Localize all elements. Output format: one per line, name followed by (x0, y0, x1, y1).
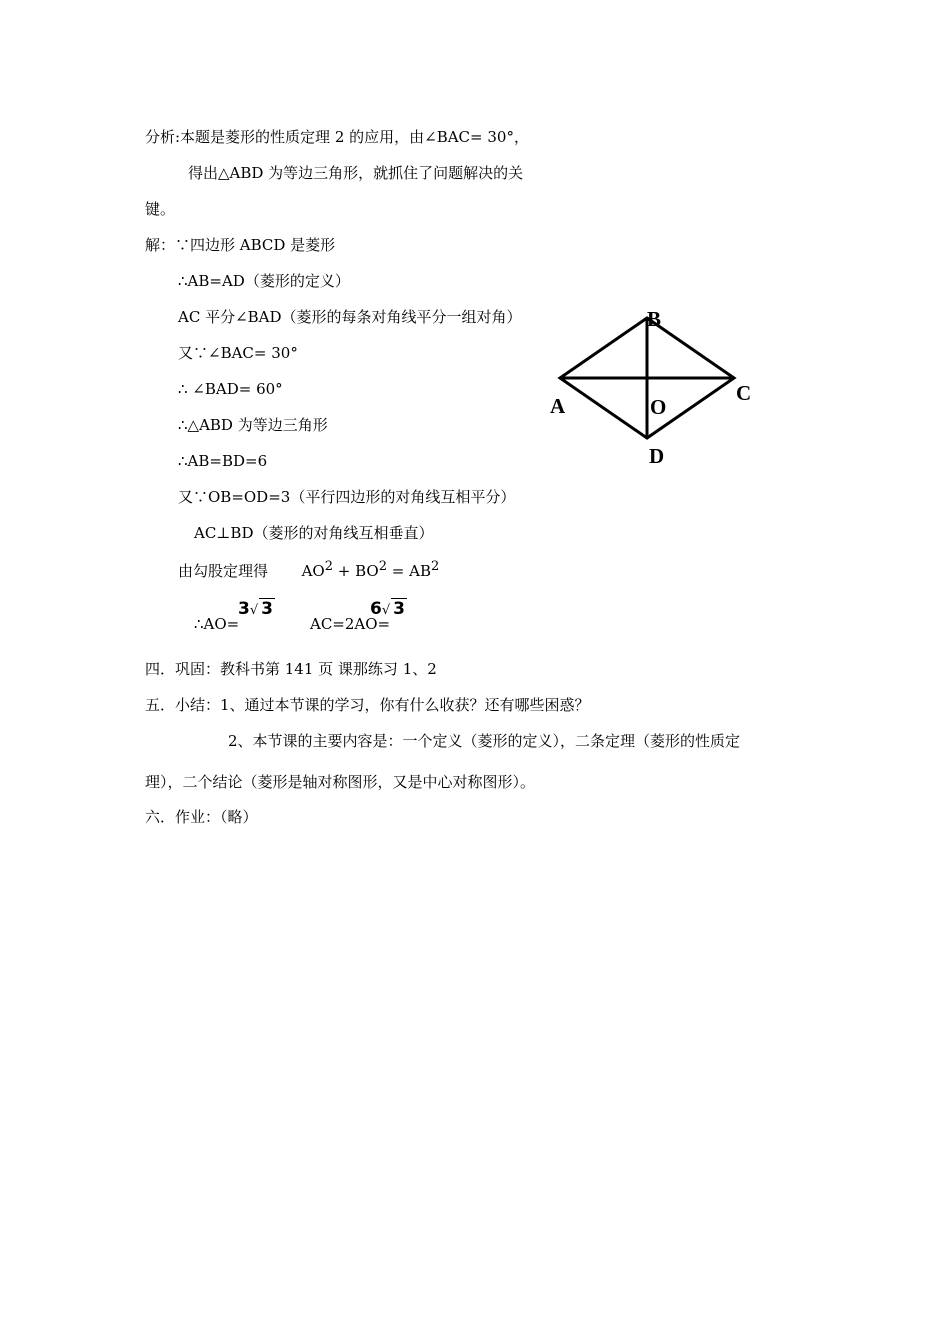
analysis-line-2: 得出△ABD 为等边三角形，就抓住了问题解决的关 (188, 164, 524, 182)
ao-coefficient: 3 (238, 599, 250, 619)
solution-line-2: ∴AB=AD（菱形的定义） (178, 272, 350, 290)
ao-value-formula (238, 598, 275, 619)
solution-line-1: 解：∵四边形 ABCD 是菱形 (145, 236, 336, 254)
ac-value-formula (370, 598, 407, 619)
pythagorean-prefix: 由勾股定理得 (178, 562, 269, 580)
solution-line-4: 又∵∠BAC= 30° (178, 344, 298, 362)
solution-line-3: AC 平分∠BAD（菱形的每条对角线平分一组对角） (178, 308, 522, 326)
ab-term: = AB (391, 562, 431, 580)
solution-line-7: ∴AB=BD=6 (178, 452, 268, 470)
ac-result-label: AC=2AO= (310, 615, 391, 633)
vertex-label-b: B (647, 307, 662, 331)
section-four: 四．巩固：教科书第 141 页 课那练习 1、2 (145, 660, 437, 678)
ao-exponent: 2 (324, 559, 333, 574)
vertex-label-c: C (736, 381, 752, 405)
bo-term: + BO (337, 562, 379, 580)
ab-exponent: 2 (430, 559, 440, 574)
ao-radicand: 3 (261, 599, 273, 619)
ao-term: AO (301, 562, 325, 580)
ac-radicand: 3 (393, 599, 405, 619)
pythagorean-line (178, 561, 439, 581)
section-five-line-1: 五．小结：1、通过本节课的学习，你有什么收获？还有哪些困惑？ (145, 696, 590, 714)
ac-coefficient: 6 (370, 599, 382, 619)
section-five-line-3: 理），二个结论（菱形是轴对称图形，又是中心对称图形）。 (145, 773, 536, 791)
section-five-line-2: 2、本节课的主要内容是：一个定义（菱形的定义），二条定理（菱形的性质定 (228, 732, 741, 750)
solution-line-9: AC⊥BD（菱形的对角线互相垂直） (194, 524, 434, 542)
radical-sign: √ (249, 603, 259, 618)
solution-line-5: ∴ ∠BAD= 60° (178, 380, 283, 398)
solution-line-6: ∴△ABD 为等边三角形 (178, 416, 328, 434)
solution-line-8: 又∵OB=OD=3（平行四边形的对角线互相平分） (178, 488, 516, 506)
vertex-label-a: A (550, 394, 566, 418)
radical-sign: √ (381, 603, 391, 618)
ao-result-label: ∴AO= (194, 615, 240, 633)
vertex-label-d: D (649, 444, 665, 468)
section-six: 六．作业：（略） (145, 808, 258, 826)
bo-exponent: 2 (378, 559, 387, 574)
center-label-o: O (650, 395, 667, 419)
analysis-line-3: 键。 (145, 200, 176, 218)
analysis-line-1: 分析:本题是菱形的性质定理 2 的应用，由∠BAC= 30°， (145, 128, 529, 146)
rhombus-diagram (540, 300, 780, 475)
